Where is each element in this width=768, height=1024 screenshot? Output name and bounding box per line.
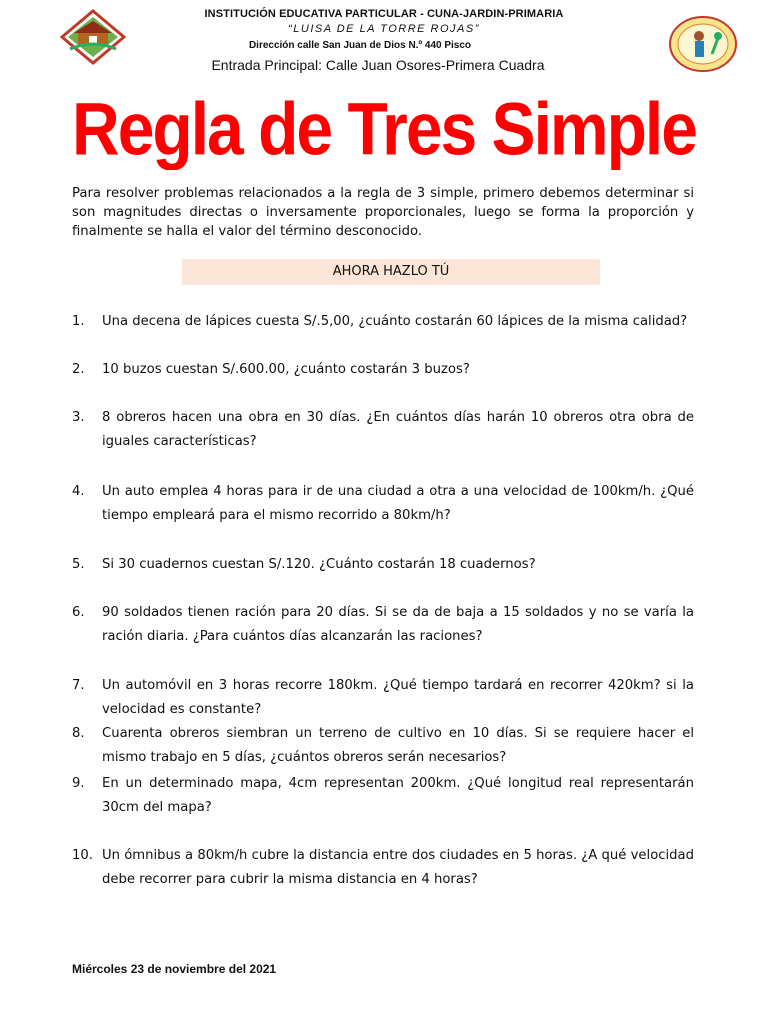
problem-item <box>72 406 694 454</box>
problem-item <box>72 722 694 770</box>
problem-number: 9. <box>72 776 85 791</box>
problem-item <box>72 844 694 892</box>
problem-text: Un auto emplea 4 horas para ir de una ciudad a otra a una velocidad de 100km/h. ¿Qué tiempo empleará para el mismo recorrido a 80km/h? <box>102 484 694 523</box>
institution-name: INSTITUCIÓN EDUCATIVA PARTICULAR - CUNA-JARDIN-PRIMARIA <box>204 8 564 20</box>
problem-number: 3. <box>72 410 85 425</box>
problem-text: Un ómnibus a 80km/h cubre la distancia entre dos ciudades en 5 horas. ¿A qué velocidad debe recorrer para cubrir la misma distancia en 4 horas? <box>102 848 694 887</box>
problem-number: 7. <box>72 678 85 693</box>
problem-item <box>72 674 694 722</box>
problem-text: En un determinado mapa, 4cm representan 200km. ¿Qué longitud real representarán 30cm del mapa? <box>102 776 694 815</box>
page-title: Regla de Tres Simple <box>72 87 696 170</box>
problem-text: 8 obreros hacen una obra en 30 días. ¿En cuántos días harán 10 obreros otra obra de iguales características? <box>102 410 694 449</box>
problem-number: 4. <box>72 484 85 499</box>
problem-item <box>72 310 694 334</box>
problem-item <box>72 601 694 649</box>
problem-number: 6. <box>72 605 85 620</box>
problem-number: 2. <box>72 362 85 377</box>
problem-item <box>72 772 694 820</box>
problem-item <box>72 480 694 528</box>
school-entrance: Entrada Principal: Calle Juan Osores-Primera Cuadra <box>211 57 545 73</box>
footer-date: Miércoles 23 de noviembre del 2021 <box>72 962 277 976</box>
problem-number: 5. <box>72 557 85 572</box>
school-name: “LUISA DE LA TORRE ROJAS” <box>288 23 480 35</box>
problem-text: Un automóvil en 3 horas recorre 180km. ¿Qué tiempo tardará en recorrer 420km? si la velocidad es constante? <box>102 678 694 717</box>
problem-text: Si 30 cuadernos cuestan S/.120. ¿Cuánto costarán 18 cuadernos? <box>102 557 536 572</box>
problem-item <box>72 553 694 577</box>
problem-text: 90 soldados tienen ración para 20 días. Si se da de baja a 15 soldados y no se varía la ración diaria. ¿Para cuántos días alcanzarán las raciones? <box>102 605 694 644</box>
problem-text: Cuarenta obreros siembran un terreno de cultivo en 10 días. Si se requiere hacer el mismo trabajo en 5 días, ¿cuántos obreros serán necesarios? <box>102 726 694 765</box>
section-title: AHORA HAZLO TÚ <box>182 259 600 285</box>
problem-number: 1. <box>72 314 85 329</box>
school-address: Dirección calle San Juan de Dios N.º 440 Pisco <box>248 40 472 51</box>
intro-paragraph: Para resolver problemas relacionados a la regla de 3 simple, primero debemos determinar si son magnitudes directas o inversamente proporcionales, luego se forma la proporción y finalmente se halla el valor del término desconocido. <box>72 186 694 239</box>
problem-number: 10. <box>72 848 93 863</box>
problem-item <box>72 358 694 382</box>
problem-number: 8. <box>72 726 85 741</box>
problem-text: Una decena de lápices cuesta S/.5,00, ¿cuánto costarán 60 lápices de la misma calidad? <box>102 314 688 329</box>
problem-text: 10 buzos cuestan S/.600.00, ¿cuánto costarán 3 buzos? <box>102 362 470 377</box>
